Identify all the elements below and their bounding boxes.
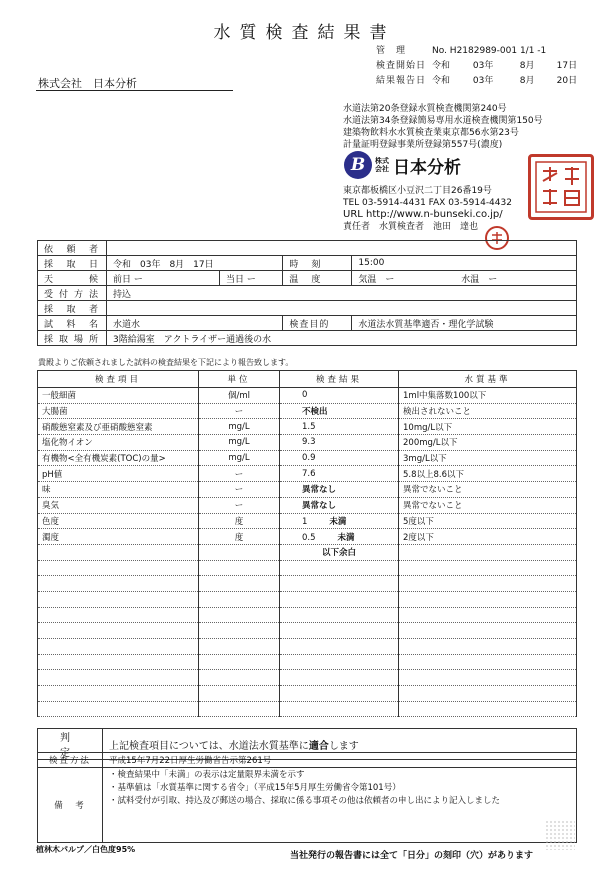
result-value: 不検出 [302,407,328,418]
remark-line: ・検査結果中「未満」の表示は定量限界未満を示す [109,770,305,780]
purpose-value: 水道法水質基準適否・理化学試験 [352,316,577,331]
empty-cell [280,701,399,717]
item-cell: 濁度 [38,529,199,545]
result-cell [280,497,399,513]
item-cell: 味 [38,482,199,498]
result-value: 異常なし [302,501,337,512]
start-day: 17日 [556,61,578,71]
item-cell: 臭気 [38,497,199,513]
empty-cell [38,654,199,670]
results-body [38,388,577,717]
sampler-label: 採取者 [38,301,107,316]
empty-cell [199,654,280,670]
results-table [37,370,577,717]
table-row [38,482,577,498]
time-value: 15:00 [352,256,577,271]
weather-prev: 前日 ー [107,271,220,286]
report-era: 令和 [432,76,451,86]
empty-cell [38,560,199,576]
empty-cell [399,591,577,607]
unit-cell: mg/L [199,450,280,466]
report-meta [376,44,577,89]
unit-cell: 度 [199,529,280,545]
report-intro: 貴殿よりご依頼されました試料の検査結果を下記により報告致します。 [38,358,294,367]
client-company: 株式会社 日本分析 [38,77,137,90]
empty-cell [38,670,199,686]
registration-line: 建築物飲料水水質検査業東京都56水第23号 [343,128,519,138]
temp-label: 温 度 [283,271,352,286]
method-value: 平成15年7月22日厚生労働省告示第261号 [103,753,577,768]
empty-cell [199,686,280,702]
empty-cell [199,560,280,576]
weather-today: 当日 ー [220,271,283,286]
sampler-value [107,301,577,316]
header-standard: 水質基準 [399,371,577,388]
sample-name-value: 水道水 [107,316,283,331]
standard-cell: 1ml中集落数100以下 [399,388,577,404]
item-cell: 有機物<全有機炭素(TOC)の量> [38,450,199,466]
table-row [38,450,577,466]
logo-mark-icon: B [344,151,372,179]
standard-cell: 5度以下 [399,513,577,529]
empty-cell [280,670,399,686]
header-result: 検査結果 [280,371,399,388]
empty-cell [280,639,399,655]
empty-cell [399,654,577,670]
empty-cell [199,607,280,623]
registrations [343,103,543,151]
judgement-result: 適合 [308,740,329,752]
judgement-suffix: します [328,740,359,752]
standard-cell: 2度以下 [399,529,577,545]
empty-row [38,654,577,670]
start-era: 令和 [432,61,451,71]
result-cell [280,466,399,482]
unit-cell: ー [199,482,280,498]
table-row [38,497,577,513]
time-label: 時 刻 [283,256,352,271]
item-cell: 大腸菌 [38,403,199,419]
lab-contact [343,185,512,233]
lab-address: 東京都板橋区小豆沢二丁目26番19号 [343,186,492,196]
empty-cell [38,576,199,592]
empty-cell [199,544,280,560]
empty-cell [399,607,577,623]
result-cell [280,388,399,404]
requester-value [107,241,577,256]
empty-row [38,701,577,717]
empty-cell [399,639,577,655]
judgement-label: 判 定 [38,729,103,760]
empty-cell [38,623,199,639]
registration-line: 水道法第34条登録簡易専用水道検査機関第150号 [343,116,543,126]
item-cell: pH値 [38,466,199,482]
empty-cell [280,591,399,607]
empty-cell [38,701,199,717]
empty-cell [280,686,399,702]
empty-row [38,639,577,655]
registration-line: 水道法第20条登録水質検査機関第240号 [343,104,507,114]
result-value: 0.9 [302,453,316,464]
empty-cell [280,576,399,592]
management-label: 管 理 [376,46,407,56]
empty-cell [38,686,199,702]
purpose-label: 検査目的 [283,316,352,331]
remark-line: ・試料受付が引取、持込及び郵送の場合、採取に係る事項その他は依頼者の申し出により記入しました [109,796,501,806]
empty-cell [399,670,577,686]
empty-cell [199,623,280,639]
location-label: 採取場所 [38,331,107,346]
remarks-list [103,768,577,843]
start-date-row [376,59,577,74]
management-value: No. H2182989-001 1/1 -1 [432,46,547,56]
empty-cell [199,670,280,686]
empty-cell [280,623,399,639]
empty-cell [38,639,199,655]
lab-tel-fax: TEL 03-5914-4431 FAX 03-5914-4432 [343,198,512,208]
standard-cell: 異常でないこと [399,482,577,498]
empty-row [38,686,577,702]
info-row [38,316,577,331]
empty-cell [399,560,577,576]
blank-marker: 以下余白 [280,544,399,560]
method-remarks-table [37,752,577,843]
company-seal-icon [528,154,594,220]
result-cell [280,435,399,451]
info-row [38,256,577,271]
item-cell: 色度 [38,513,199,529]
empty-cell [38,591,199,607]
lab-logo [344,151,461,179]
empty-row [38,623,577,639]
air-temp: 気温 ー [358,274,395,285]
unit-cell: ー [199,466,280,482]
sampling-date-value: 令和 03年 8月 17日 [107,256,283,271]
seal-glyph-icon [533,159,589,215]
info-row [38,301,577,316]
result-value: 異常なし [302,485,337,496]
reception-value: 持込 [107,286,577,301]
table-row [38,529,577,545]
item-cell: 塩化物イオン [38,435,199,451]
report-month: 8月 [519,76,535,86]
water-temp: 水温 ー [461,274,498,285]
result-cell [280,403,399,419]
sample-name-label: 試料名 [38,316,107,331]
result-value: 0.5 [302,532,316,543]
registration-line: 計量証明登録事業所登録第557号(濃度) [343,140,503,150]
empty-row [38,591,577,607]
empty-cell [199,701,280,717]
weather-label: 天候 [38,271,107,286]
result-value: 7.6 [302,468,316,479]
empty-cell [399,623,577,639]
location-value: 3階給湯室 アクトライザー通過後の水 [107,331,577,346]
item-cell: 一般細菌 [38,388,199,404]
table-row [38,419,577,435]
remarks-label: 備 考 [38,768,103,843]
empty-cell [38,607,199,623]
empty-cell [199,591,280,607]
report-day: 20日 [556,76,578,86]
info-row [38,241,577,256]
report-date-row [376,74,577,89]
paper-note: 植林木パルプ／白色度95% [36,845,136,854]
result-value: 1.5 [302,421,316,432]
empty-cell [399,576,577,592]
result-value: 9.3 [302,437,316,448]
table-row [38,435,577,451]
info-row [38,331,577,346]
method-label: 検査方法 [38,753,103,768]
unit-cell: mg/L [199,435,280,451]
standard-cell: 200mg/L以下 [399,435,577,451]
table-row [38,466,577,482]
result-cell [280,513,399,529]
table-row [38,513,577,529]
info-row [38,271,577,286]
lab-url: URL http://www.n-bunseki.co.jp/ [343,209,503,220]
judgement-prefix: 上記検査項目については、水道法水質基準に [109,740,309,752]
result-value: 0 [302,390,308,401]
result-cell [280,482,399,498]
unit-cell: 度 [199,513,280,529]
sampling-date-label: 採取日 [38,256,107,271]
empty-cell [399,544,577,560]
empty-cell [280,560,399,576]
standard-cell: 3mg/L以下 [399,450,577,466]
perforation-mark-icon [545,820,575,850]
start-month: 8月 [519,61,535,71]
results-header-row [38,371,577,388]
table-row [38,388,577,404]
empty-row [38,576,577,592]
standard-cell: 異常でないこと [399,497,577,513]
authenticity-note: 当社発行の報告書には全て「日分」の刻印（穴）があります [290,851,534,861]
empty-cell [399,686,577,702]
result-qualifier: 未満 [329,516,347,527]
table-row [38,403,577,419]
empty-cell [280,654,399,670]
standard-cell: 検出されないこと [399,403,577,419]
result-cell [280,419,399,435]
temp-values [352,271,577,286]
lab-responsible: 責任者 水質検査者 池田 達也 [343,222,479,232]
start-date-label: 検査開始日 [376,61,427,71]
blank-marker-row [38,544,577,560]
result-qualifier: 未満 [337,532,355,543]
result-cell [280,529,399,545]
unit-cell: ー [199,497,280,513]
logo-kabushiki: 株式会社 [375,157,389,173]
requester-label: 依頼者 [38,241,107,256]
document-title: 水質検査結果書 [213,23,396,43]
empty-cell [199,639,280,655]
empty-cell [280,607,399,623]
lab-name: 日本分析 [393,157,461,178]
management-row [376,44,577,59]
sample-info-table [37,240,577,346]
empty-cell [38,544,199,560]
unit-cell: 個/ml [199,388,280,404]
company-underline [36,90,233,91]
method-row [38,753,577,768]
remarks-row [38,768,577,843]
header-item: 検査項目 [38,371,199,388]
empty-row [38,560,577,576]
empty-row [38,607,577,623]
reception-label: 受付方法 [38,286,107,301]
empty-cell [399,701,577,717]
item-cell: 硝酸態窒素及び亜硝酸態窒素 [38,419,199,435]
result-value: 1 [302,516,308,527]
empty-row [38,670,577,686]
header-unit: 単位 [199,371,280,388]
start-year: 03年 [472,61,494,71]
info-row [38,286,577,301]
unit-cell: mg/L [199,419,280,435]
standard-cell: 10mg/L以下 [399,419,577,435]
unit-cell: ー [199,403,280,419]
result-cell [280,450,399,466]
remark-line: ・基準値は「水質基準に関する省令」（平成15年5月厚生労働省令第101号） [109,783,401,793]
empty-cell [199,576,280,592]
report-year: 03年 [472,76,494,86]
report-date-label: 結果報告日 [376,76,427,86]
standard-cell: 5.8以上8.6以下 [399,466,577,482]
